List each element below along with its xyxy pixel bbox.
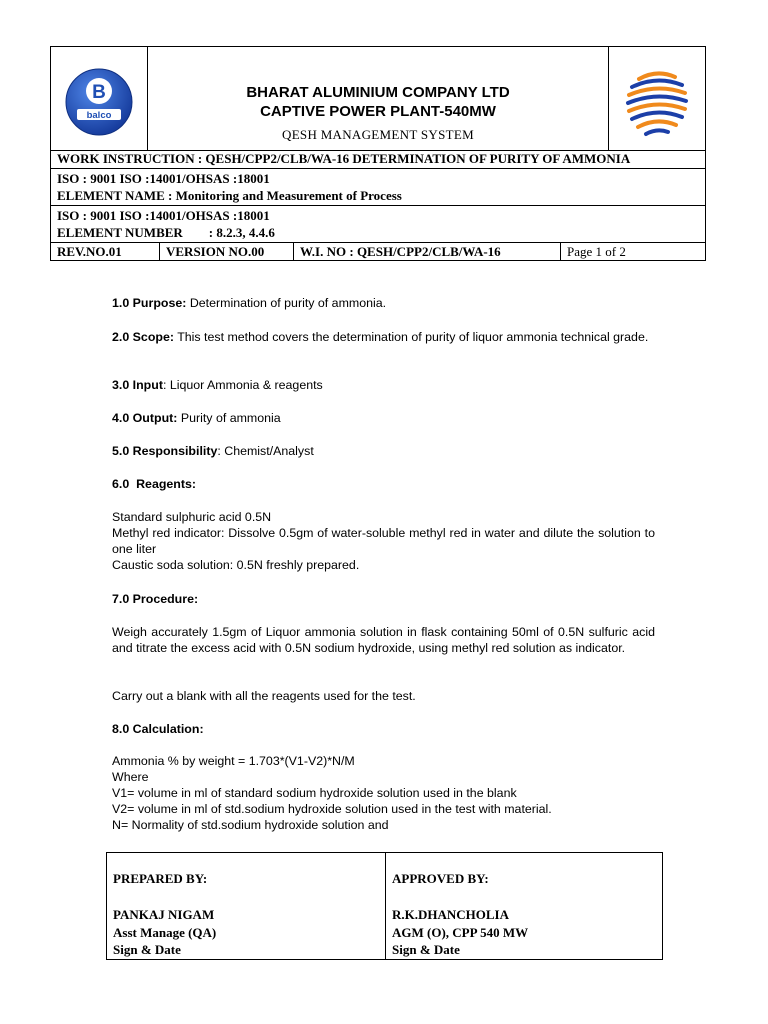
prepared-by-label: PREPARED BY: [113,871,208,886]
approved-by-title: AGM (O), CPP 540 MW [392,925,529,940]
signoff-table [106,852,663,960]
balco-logo-icon [51,47,148,150]
reagent-item: Standard sulphuric acid 0.5N [112,510,272,524]
purpose-text: Determination of purity of ammonia. [186,296,387,310]
calculation-v2: V2= volume in ml of std.sodium hydroxide solution used in the test with material. [112,802,552,816]
section-purpose [112,295,655,311]
plant-name: CAPTIVE POWER PLANT-540MW [260,103,496,120]
section-output [112,410,655,426]
calculation-formula: Ammonia % by weight = 1.703*(V1-V2)*N/M [112,754,355,768]
reagents-label: 6.0 Reagents: [112,477,197,491]
stripe-globe-logo-icon [609,47,706,150]
element-number: ELEMENT NUMBER : 8.2.3, 4.4.6 [57,225,275,240]
section-procedure-heading [112,591,655,607]
left-logo-cell [51,47,148,150]
svg-text:balco: balco [86,110,112,121]
revision-row [51,242,705,261]
calculation-n: N= Normality of std.sodium hydroxide solution and [112,818,389,832]
procedure-step: Weigh accurately 1.5gm of Liquor ammonia solution in flask containing 50ml of 0.5N sulfuric acid and titrate the excess acid with 0.5N sodium hydroxide, using methyl red solution as indicator. [112,625,655,655]
section-responsibility [112,443,655,459]
approved-by-label: APPROVED BY: [392,871,489,886]
section-procedure [112,624,655,656]
section-reagents-heading [112,476,655,492]
section-calculation [112,753,655,833]
approved-by-column [385,853,662,959]
right-logo-cell [608,47,705,150]
element-name: ELEMENT NAME : Monitoring and Measurement of Process [57,188,402,203]
input-text: : Liquor Ammonia & reagents [162,378,323,392]
company-name: BHARAT ALUMINIUM COMPANY LTD [246,84,510,101]
work-instruction-row: WORK INSTRUCTION : QESH/CPP2/CLB/WA-16 DETERMINATION OF PURITY OF AMMONIA [51,150,705,168]
svg-text:B: B [92,82,106,103]
revision-number: REV.NO.01 [57,244,122,259]
calculation-v1: V1= volume in ml of standard sodium hydroxide solution used in the blank [112,786,517,800]
purpose-label: 1.0 Purpose: [112,296,187,310]
management-system: QESH MANAGEMENT SYSTEM [282,127,474,142]
scope-label: 2.0 Scope: [112,330,174,344]
element-name-row [51,168,705,205]
page-indicator: Page 1 of 2 [560,243,706,261]
scope-text: This test method covers the determination of purity of liquor ammonia technical grade. [173,330,649,344]
input-label: 3.0 Input [112,378,163,392]
element-number-row [51,205,705,242]
procedure-label: 7.0 Procedure: [112,592,199,606]
procedure-step: Carry out a blank with all the reagents used for the test. [112,689,416,703]
section-reagents-list [112,509,655,573]
document-header [50,46,706,261]
iso-standards-1: ISO : 9001 ISO :14001/OHSAS :18001 [57,171,270,186]
approved-by-name: R.K.DHANCHOLIA [392,907,510,922]
iso-standards-2: ISO : 9001 ISO :14001/OHSAS :18001 [57,208,270,223]
version-number: VERSION NO.00 [159,243,293,261]
responsibility-text: : Chemist/Analyst [217,444,314,458]
section-procedure-blank [112,688,655,704]
wi-number: W.I. NO : QESH/CPP2/CLB/WA-16 [293,243,560,261]
calculation-where: Where [112,770,149,784]
prepared-by-column [107,853,385,959]
section-input [112,377,655,393]
output-text: Purity of ammonia [177,411,281,425]
responsibility-label: 5.0 Responsibility [112,444,218,458]
output-label: 4.0 Output: [112,411,178,425]
prepared-by-sign: Sign & Date [113,942,181,957]
section-calculation-heading [112,721,655,737]
approved-by-sign: Sign & Date [392,942,460,957]
reagent-item: Caustic soda solution: 0.5N freshly prepared. [112,558,360,572]
prepared-by-title: Asst Manage (QA) [113,925,217,940]
prepared-by-name: PANKAJ NIGAM [113,907,215,922]
calculation-label: 8.0 Calculation: [112,722,204,736]
section-scope [112,329,655,345]
header-title-cell [148,47,608,150]
reagent-item: Methyl red indicator: Dissolve 0.5gm of water-soluble methyl red in water and dilute the solution to one liter [112,526,655,556]
